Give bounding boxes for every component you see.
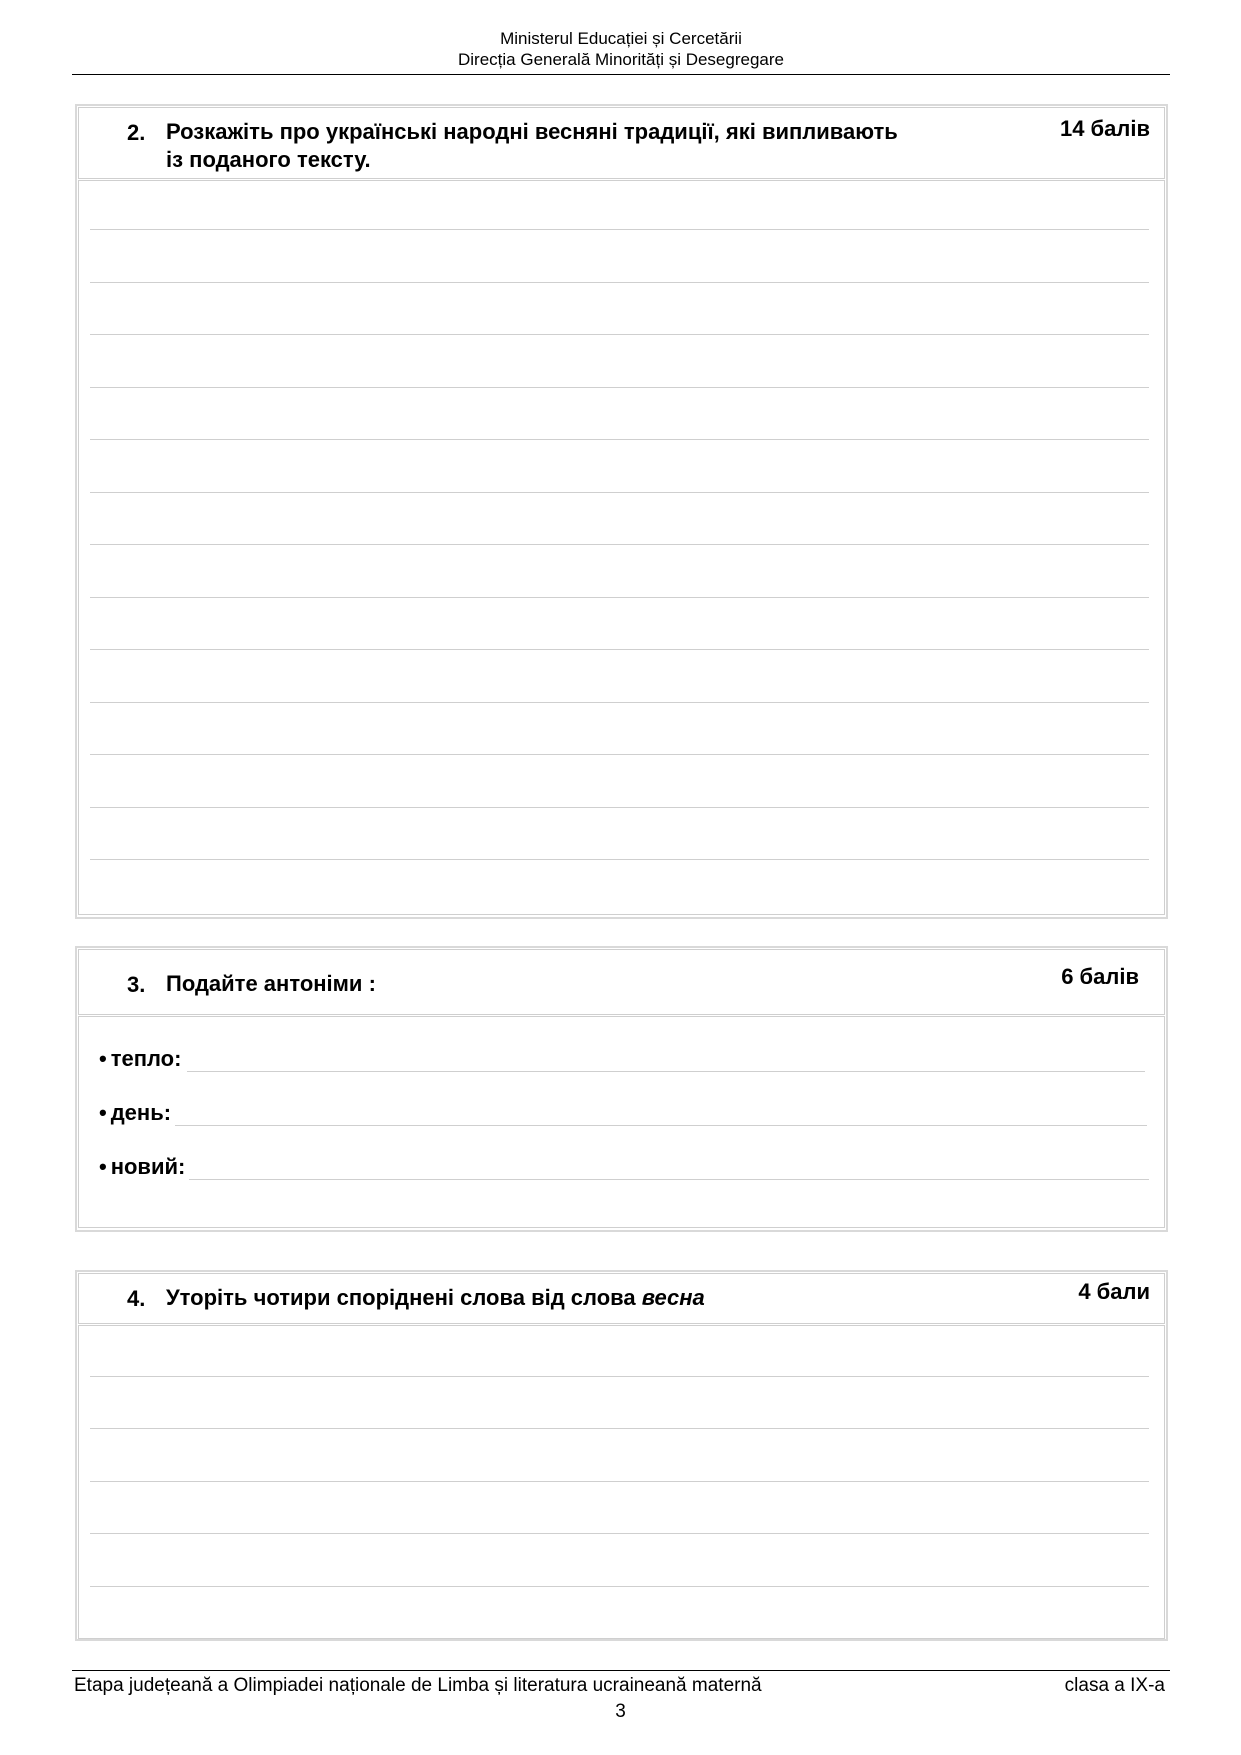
answer-line xyxy=(90,492,1149,493)
antonym-item-novyi xyxy=(99,1154,185,1180)
antonym-label: день: xyxy=(110,1100,172,1125)
answer-line xyxy=(90,754,1149,755)
antonym-input-den[interactable] xyxy=(175,1125,1147,1126)
question-3-header xyxy=(78,949,1165,1015)
question-2-text-line2: із поданого тексту. xyxy=(166,147,371,172)
question-2-points: 14 балів xyxy=(1059,116,1150,141)
answer-line xyxy=(90,544,1149,545)
answer-line xyxy=(90,439,1149,440)
footer-grade: clasa a IX-a xyxy=(1064,1675,1165,1696)
question-4-keyword: весна xyxy=(641,1285,705,1310)
answer-line xyxy=(90,859,1149,860)
answer-line xyxy=(90,649,1149,650)
question-2-box xyxy=(75,104,1168,919)
answer-line xyxy=(90,807,1149,808)
footer-competition-title: Etapa județeană a Olimpiadei naționale de Limba și literatura ucraineană maternă xyxy=(74,1675,762,1696)
question-3-text: Подайте антоніми : xyxy=(166,971,376,996)
question-2-text-line1: Розкажіть про українські народні весняні традиції, які випливають xyxy=(166,119,898,144)
question-3-answer-area xyxy=(78,1016,1165,1228)
footer-divider xyxy=(72,1670,1170,1671)
antonym-item-teplo xyxy=(99,1046,181,1072)
question-4-header xyxy=(78,1273,1165,1324)
answer-line xyxy=(90,229,1149,230)
question-2-text xyxy=(166,118,898,174)
answer-line xyxy=(90,387,1149,388)
header-directorate: Direcția Generală Minorități și Desegregare xyxy=(458,50,784,69)
question-4-points: 4 бали xyxy=(1078,1279,1150,1304)
answer-line xyxy=(90,1481,1149,1482)
question-4-answer-area[interactable] xyxy=(78,1325,1165,1639)
answer-line xyxy=(90,702,1149,703)
antonym-input-teplo[interactable] xyxy=(187,1071,1145,1072)
antonym-label: тепло: xyxy=(110,1046,182,1071)
question-4-box xyxy=(75,1270,1168,1641)
question-4-text xyxy=(166,1284,705,1312)
answer-line xyxy=(90,1586,1149,1587)
question-2-header xyxy=(78,107,1165,179)
answer-line xyxy=(90,1428,1149,1429)
question-4-number: 4. xyxy=(127,1286,146,1311)
answer-line xyxy=(90,1376,1149,1377)
question-3-number: 3. xyxy=(127,972,146,997)
antonym-label: новий: xyxy=(110,1154,186,1179)
answer-line xyxy=(90,1533,1149,1534)
page-header xyxy=(72,28,1170,70)
question-3-box xyxy=(75,946,1168,1232)
question-2-answer-area[interactable] xyxy=(78,180,1165,915)
bullet-icon: • xyxy=(99,1046,107,1071)
bullet-icon: • xyxy=(99,1154,107,1179)
header-divider xyxy=(72,74,1170,75)
bullet-icon: • xyxy=(99,1100,107,1125)
header-ministry: Ministerul Educației și Cercetării xyxy=(500,29,742,48)
question-4-text-main: Уторіть чотири споріднені слова від слова xyxy=(166,1285,642,1310)
antonym-item-den xyxy=(99,1100,171,1126)
question-3-points: 6 балів xyxy=(1061,964,1139,989)
answer-line xyxy=(90,334,1149,335)
page-number: 3 xyxy=(615,1701,626,1722)
question-2-number: 2. xyxy=(127,120,146,145)
antonym-input-novyi[interactable] xyxy=(189,1179,1149,1180)
answer-line xyxy=(90,597,1149,598)
answer-line xyxy=(90,282,1149,283)
